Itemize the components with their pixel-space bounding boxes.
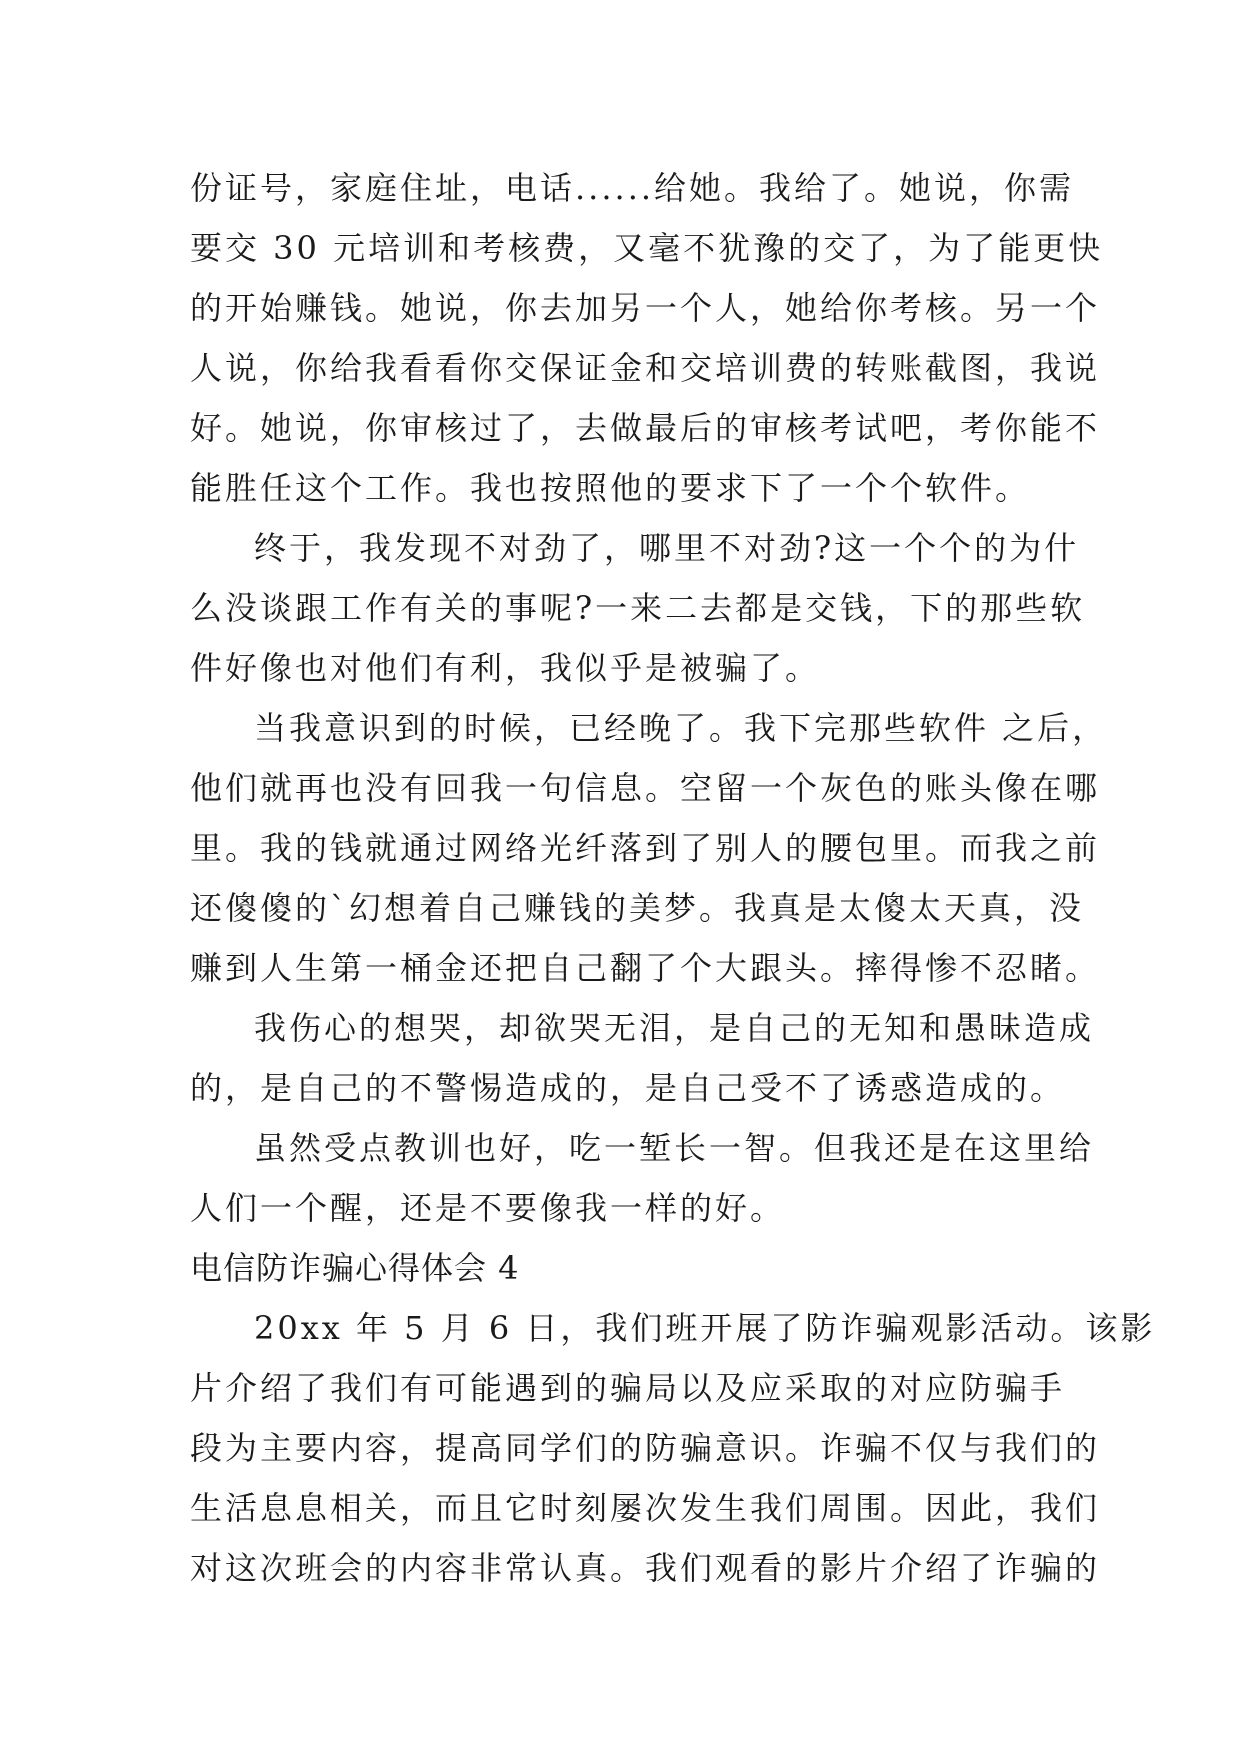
text-line: 他们就再也没有回我一句信息。空留一个灰色的账头像在哪 xyxy=(190,769,1101,807)
text-line: 能胜任这个工作。我也按照他的要求下了一个个软件。 xyxy=(190,469,1031,507)
text-line: 好。她说，你审核过了，去做最后的审核考试吧，考你能不 xyxy=(190,409,1101,447)
text-line: 人说，你给我看看你交保证金和交培训费的转账截图，我说 xyxy=(190,349,1101,387)
paragraph-first-line: 终于，我发现不对劲了，哪里不对劲?这一个个的为什 xyxy=(254,529,1080,567)
paragraph-first-line: 当我意识到的时候，已经晚了。我下完那些软件 之后， xyxy=(254,709,1108,747)
text-line: 赚到人生第一桶金还把自己翻了个大跟头。摔得惨不忍睹。 xyxy=(190,949,1101,987)
text-line: 片介绍了我们有可能遇到的骗局以及应采取的对应防骗手 xyxy=(190,1369,1066,1407)
text-line: 份证号，家庭住址，电话......给她。我给了。她说，你需 xyxy=(190,169,1075,207)
document-body xyxy=(190,158,1156,1598)
text-line: 的开始赚钱。她说，你去加另一个人，她给你考核。另一个 xyxy=(190,289,1101,327)
text-line: 里。我的钱就通过网络光纤落到了别人的腰包里。而我之前 xyxy=(190,829,1101,867)
paragraph-first-line: 虽然受点教训也好，吃一堑长一智。但我还是在这里给 xyxy=(254,1129,1095,1167)
section-heading: 电信防诈骗心得体会 4 xyxy=(190,1249,520,1287)
text-line: 对这次班会的内容非常认真。我们观看的影片介绍了诈骗的 xyxy=(190,1549,1101,1587)
text-line: 段为主要内容，提高同学们的防骗意识。诈骗不仅与我们的 xyxy=(190,1429,1101,1467)
paragraph-first-line: 我伤心的想哭，却欲哭无泪，是自己的无知和愚昧造成 xyxy=(254,1009,1095,1047)
paragraph-first-line: 20xx 年 5 月 6 日，我们班开展了防诈骗观影活动。该影 xyxy=(254,1309,1156,1347)
text-line: 还傻傻的`幻想着自己赚钱的美梦。我真是太傻太天真，没 xyxy=(190,889,1085,927)
text-line: 要交 30 元培训和考核费，又毫不犹豫的交了，为了能更快 xyxy=(190,229,1104,267)
text-line: 生活息息相关，而且它时刻屡次发生我们周围。因此，我们 xyxy=(190,1489,1101,1527)
text-line: 人们一个醒，还是不要像我一样的好。 xyxy=(190,1189,786,1227)
text-line: 么没谈跟工作有关的事呢?一来二去都是交钱，下的那些软 xyxy=(190,589,1086,627)
text-line: 件好像也对他们有利，我似乎是被骗了。 xyxy=(190,649,821,687)
text-line: 的，是自己的不警惕造成的，是自己受不了诱惑造成的。 xyxy=(190,1069,1066,1107)
